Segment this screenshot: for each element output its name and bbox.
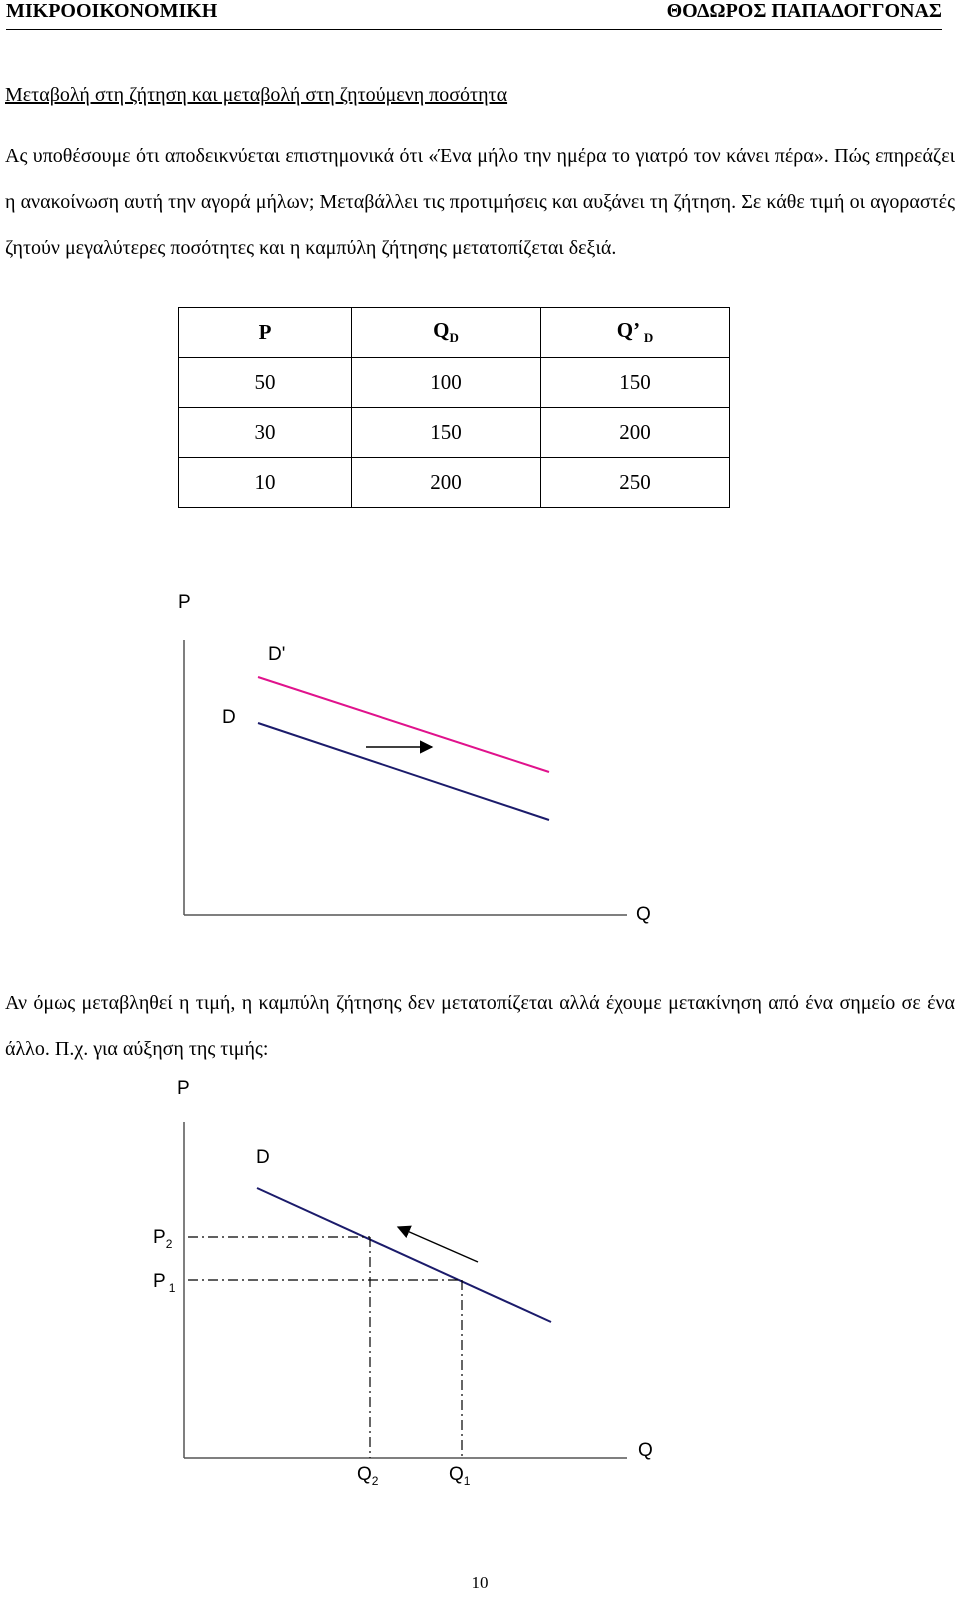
table-cell: 200 bbox=[352, 458, 541, 508]
header-author: ΘΟΔΩΡΟΣ ΠΑΠΑΔΟΓΓΟΝΑΣ bbox=[666, 0, 942, 22]
table-cell: 10 bbox=[179, 458, 352, 508]
diagram2-x-label: Q bbox=[638, 1440, 653, 1461]
q2-label: $Q_2$ bbox=[357, 1464, 379, 1488]
table-row bbox=[179, 358, 730, 408]
demand-table bbox=[178, 307, 730, 508]
table-cell: 150 bbox=[541, 358, 730, 408]
demand-curve-label: D bbox=[256, 1147, 270, 1168]
p2-label: $P_2$ bbox=[153, 1227, 173, 1251]
movement-arrow bbox=[398, 1227, 478, 1262]
demand-curve-d-prime bbox=[258, 677, 549, 772]
q1-label: $Q_1$ bbox=[449, 1464, 471, 1488]
header-title: ΜΙΚΡΟΟΙΚΟΝΟΜΙΚΗ bbox=[6, 0, 218, 22]
section-title: Μεταβολή στη ζήτηση και μεταβολή στη ζητούμενη ποσότητα bbox=[5, 84, 508, 106]
table-header-qd: $Q_D$ bbox=[352, 308, 541, 358]
demand-curve-d bbox=[258, 723, 549, 820]
diagram1-y-label: P bbox=[178, 592, 191, 613]
table-header-p: P bbox=[179, 308, 352, 358]
paragraph-demand-shift: Ας υποθέσουμε ότι αποδεικνύεται επιστημονικά ότι «Ένα μήλο την ημέρα το γιατρό τον κάνει πέρα». Πώς επηρεάζει η ανακοίνωση αυτή την αγορά μήλων; Μεταβάλλει τις προτιμήσεις και αυξάνει τη ζήτηση. Σε κάθε τιμή οι αγοραστές ζητούν μεγαλύτερες ποσότητες και η καμπύλη ζήτησης μετατοπίζεται δεξιά. bbox=[5, 145, 955, 259]
table-header-row bbox=[179, 308, 730, 358]
page-number: 10 bbox=[471, 1573, 489, 1592]
diagram1-x-label: Q bbox=[636, 904, 651, 925]
header-rule bbox=[6, 29, 942, 30]
table-cell: 150 bbox=[352, 408, 541, 458]
table-cell: 250 bbox=[541, 458, 730, 508]
paragraph-movement-along-curve: Αν όμως μεταβληθεί η τιμή, η καμπύλη ζήτησης δεν μετατοπίζεται αλλά έχουμε μετακίνηση από ένα σημείο σε ένα άλλο. Π.χ. για αύξηση της τιμής: bbox=[5, 992, 955, 1060]
diagram2-y-label: P bbox=[177, 1078, 190, 1099]
table-row bbox=[179, 408, 730, 458]
curve-d-prime-label: D' bbox=[268, 644, 286, 665]
table-row bbox=[179, 458, 730, 508]
p1-label: P $_1$ bbox=[153, 1271, 176, 1295]
table-cell: 30 bbox=[179, 408, 352, 458]
table-header-qd-prime: Q’ $_D$ bbox=[541, 308, 730, 358]
table-cell: 50 bbox=[179, 358, 352, 408]
table-cell: 100 bbox=[352, 358, 541, 408]
curve-d-label: D bbox=[222, 707, 236, 728]
demand-curve bbox=[257, 1188, 551, 1322]
table-cell: 200 bbox=[541, 408, 730, 458]
